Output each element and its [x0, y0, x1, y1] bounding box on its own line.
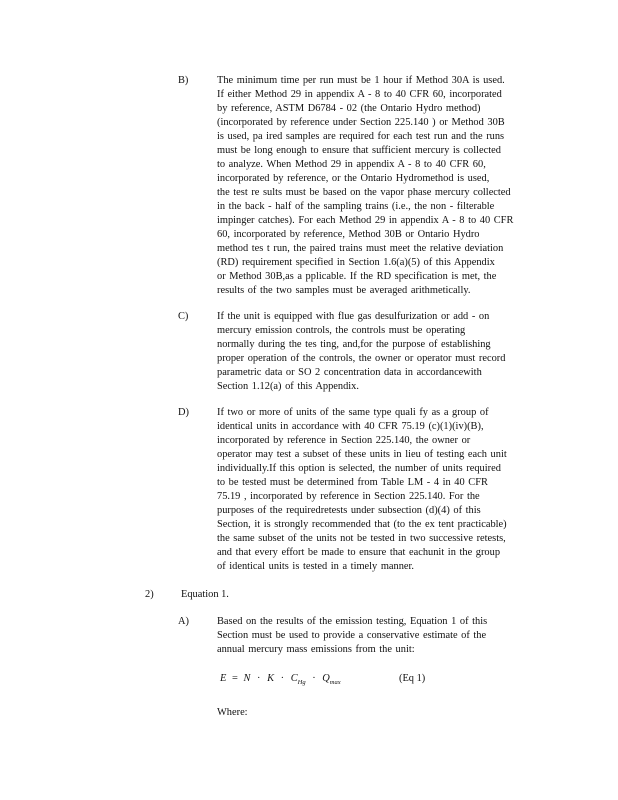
text-line: to analyze. When Method 29 in appendix A - 8 to 40 CFR 60,	[217, 159, 486, 170]
text-line: operator may test a subset of these units in lieu of testing each unit	[217, 449, 507, 460]
text-line: Section 1.12(a) of this Appendix.	[217, 381, 359, 392]
item-b-paragraph	[217, 74, 535, 298]
text-line: to be tested must be determined from Table LM - 4 in 40 CFR	[217, 477, 488, 488]
eq-sub-hg: Hg	[297, 679, 306, 686]
where-label: Where:	[217, 707, 248, 718]
item-c-label: C)	[178, 311, 189, 322]
text-line: Based on the results of the emission testing, Equation 1 of this	[217, 616, 488, 627]
item-2a-paragraph	[217, 615, 535, 657]
text-line: (incorporated by reference under Section 225.140 ) or Method 30B	[217, 117, 505, 128]
eq-var-c: C	[290, 673, 298, 684]
text-line: proper operation of the controls, the owner or operator must record	[217, 353, 506, 364]
text-line: results of the two samples must be averaged arithmetically.	[217, 285, 471, 296]
section-2-heading: Equation 1.	[181, 589, 229, 600]
text-line: 75.19 , incorporated by reference in Section 225.140. For the	[217, 491, 480, 502]
text-line: If two or more of units of the same type quali fy as a group of	[217, 407, 489, 418]
text-line: parametric data or SO 2 concentration data in accordancewith	[217, 367, 482, 378]
text-line: incorporated by reference in Section 225.140, the owner or	[217, 435, 471, 446]
text-line: (RD) requirement specified in Section 1.6(a)(5) of this Appendix	[217, 257, 495, 268]
equation-1	[220, 672, 341, 690]
text-line: normally during the tes ting, and,for the purpose of establishing	[217, 339, 491, 350]
text-line: the same subset of the units not be tested in two successive retests,	[217, 533, 506, 544]
eq-equals: =	[231, 673, 238, 684]
eq-dot-3: ·	[312, 673, 316, 684]
text-line: is used, pa ired samples are required for each test run and the runs	[217, 131, 505, 142]
text-line: by reference, ASTM D6784 - 02 (the Ontario Hydro method)	[217, 103, 481, 114]
eq-var-k: K	[267, 673, 275, 684]
item-b-label: B)	[178, 75, 189, 86]
eq-var-e: E	[220, 673, 227, 684]
text-line: the test re sults must be based on the vapor phase mercury collected	[217, 187, 511, 198]
item-d-label: D)	[178, 407, 189, 418]
text-line: Section must be used to provide a conservative estimate of the	[217, 630, 487, 641]
equation-number: (Eq 1)	[399, 673, 426, 684]
item-2a-label: A)	[178, 616, 189, 627]
eq-var-q: Q	[322, 673, 330, 684]
item-d-paragraph	[217, 406, 535, 574]
text-line: method tes t run, the paired trains must meet the relative deviation	[217, 243, 504, 254]
text-line: annual mercury mass emissions from the unit:	[217, 644, 415, 655]
eq-sub-max: max	[329, 679, 341, 686]
text-line: and that every effort be made to ensure that eachunit in the group	[217, 547, 501, 558]
text-line: or Method 30B,as a pplicable. If the RD specification is met, the	[217, 271, 497, 282]
text-line: of identical units is tested in a timely manner.	[217, 561, 415, 572]
eq-dot-1: ·	[257, 673, 261, 684]
text-line: mercury emission controls, the controls must be operating	[217, 325, 466, 336]
eq-var-n: N	[243, 673, 251, 684]
text-line: individually.If this option is selected, the number of units required	[217, 463, 501, 474]
text-line: incorporated by reference, or the Ontario Hydromethod is used,	[217, 173, 490, 184]
text-line: must be long enough to ensure that sufficient mercury is collected	[217, 145, 501, 156]
text-line: purposes of the requiredretests under subsection (d)(4) of this	[217, 505, 481, 516]
text-line: If the unit is equipped with flue gas desulfurization or add - on	[217, 311, 490, 322]
eq-dot-2: ·	[280, 673, 285, 684]
item-c-paragraph	[217, 310, 535, 394]
text-line: identical units in accordance with 40 CFR 75.19 (c)(1)(iv)(B),	[217, 421, 484, 432]
text-line: Section, it is strongly recommended that (to the ex tent practicable)	[217, 519, 507, 530]
text-line: in the back - half of the sampling trains (i.e., the non - filterable	[217, 201, 495, 212]
section-2-number: 2)	[145, 589, 154, 600]
text-line: impinger catches). For each Method 29 in appendix A - 8 to 40 CFR	[217, 215, 514, 226]
text-line: 60, incorporated by reference, Method 30B or Ontario Hydro	[217, 229, 480, 240]
text-line: The minimum time per run must be 1 hour if Method 30A is used.	[217, 75, 505, 86]
text-line: If either Method 29 in appendix A - 8 to 40 CFR 60, incorporated	[217, 89, 502, 100]
